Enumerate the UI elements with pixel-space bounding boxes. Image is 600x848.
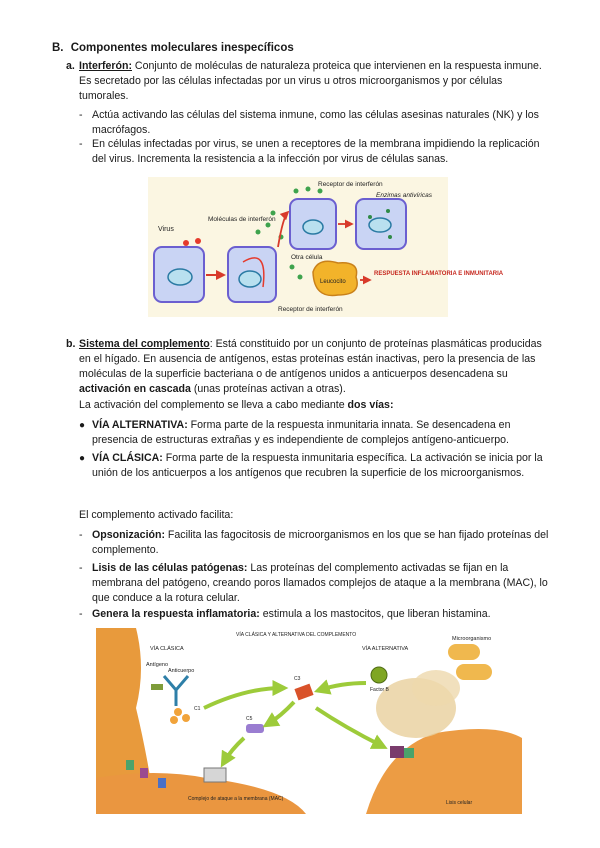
effect-item: - Lisis de las células patógenas: Las proteínas del complemento activadas se fijan en la membrana del patógeno, creando poros llamados complejos de ataque a la membrana (MAC), lo que conduce a la rotura celular. (79, 562, 548, 604)
complemento-intro (79, 337, 549, 397)
label-enzimas: Enzimas antivíricas (376, 192, 432, 199)
label-otra-celula: Otra célula (291, 254, 323, 261)
complemento-intro-bold: activación en cascada (79, 383, 191, 395)
label-mac: Complejo de ataque a la membrana (MAC) (188, 796, 284, 802)
effect-name: Opsonización: (92, 529, 165, 541)
effect-name: Lisis de las células patógenas: (92, 562, 248, 574)
label-c5: C5 (246, 716, 253, 722)
label-c1: C1 (194, 706, 201, 712)
effect-item: - Opsonización: Facilita las fagocitosis de microorganismos en los que se han fijado proteínas del complemento. (79, 529, 549, 556)
effect-name: Genera la respuesta inflamatoria: (92, 608, 260, 620)
interferon-point-text: En células infectadas por virus, se unen a receptores de la membrana impidiendo la replicación del virus. Incrementa la resistencia a la infección por virus de células sanas. (92, 138, 540, 165)
complemento-illustration (96, 628, 522, 814)
pathogen-right (366, 729, 522, 814)
via-text: Forma parte de la respuesta inmunitaria específica. La activación se inicia por la unión de los anticuerpos a los antígenos que recubren la superficie de los microorganismos. (92, 452, 543, 479)
label-receptor-bottom: Receptor de interferón (278, 306, 343, 313)
label-via-alternativa: VÍA ALTERNATIVA (362, 646, 409, 652)
interferon-figure (148, 177, 504, 317)
effect-text: Las proteínas del complemento activadas se fijan en la membrana del patógeno, creando poros llamados complejos de ataque a la membrana (MAC), lo que conduce a la rotura celular. (92, 562, 548, 604)
interferon-letter: a. (66, 60, 75, 72)
label-antigeno: Antígeno (146, 662, 169, 668)
complemento-intro-pre: : Está constituido por un conjunto de proteínas plasmáticas producidas en el hígado. En ausencia de antígenos, estas proteínas están inactivas, pero la presencia de las moléculas de la superficie bacteriana o de antígenos unidos a anticuerpos desencadena su (79, 338, 542, 380)
label-leucocito: Leucocito (320, 279, 346, 285)
interferon-term: Interferón: (79, 60, 132, 72)
interferon-intro (79, 59, 549, 104)
label-lisis: Lisis celular (446, 800, 473, 806)
vias-intro (79, 398, 549, 413)
effect-text: estimula a los mastocitos, que liberan histamina. (259, 608, 491, 620)
via-text: Forma parte de la respuesta inmunitaria innata. Se desencadena en presencia de estructuras extrañas y es independiente de complejos antígeno-anticuerpo. (92, 419, 511, 446)
pathogen-bottom (96, 773, 306, 814)
section-heading-text: Componentes moleculares inespecíficos (70, 42, 294, 54)
interferon-illustration (148, 177, 504, 317)
via-item: ● VÍA CLÁSICA: Forma parte de la respuesta inmunitaria específica. La activación se inicia por la unión de los anticuerpos a los antígenos que recubren la superficie de los microorganismos. (79, 452, 543, 479)
vias-intro-bold: dos vías: (347, 399, 394, 411)
via-item: ● VÍA ALTERNATIVA: Forma parte de la respuesta inmunitaria innata. Se desencadena en presencia de estructuras extrañas y es independiente de complejos antígeno-anticuerpo. (79, 419, 511, 446)
label-anticuerpo: Anticuerpo (168, 668, 195, 674)
complemento-term: Sistema del complemento (79, 338, 210, 350)
label-via-clasica: VÍA CLÁSICA (150, 646, 184, 652)
label-moleculas: Moléculas de interferón (208, 216, 276, 223)
label-virus: Virus (158, 226, 174, 233)
via-name: VÍA CLÁSICA: (92, 452, 163, 464)
vias-intro-pre: La activación del complemento se lleva a cabo mediante (79, 399, 348, 411)
complemento-intro-post: (unas proteínas activan a otras). (190, 383, 346, 395)
facilita-text: El complemento activado facilita: (79, 509, 234, 521)
effect-text: Facilita las fagocitosis de microorganismos en los que se han fijado proteínas del complemento. (92, 529, 549, 556)
effect-item: - Genera la respuesta inflamatoria: estimula a los mastocitos, que liberan histamina. (79, 608, 491, 620)
interferon-point: - En células infectadas por virus, se unen a receptores de la membrana impidiendo la replicación del virus. Incrementa la resistencia a la infección por virus de células sanas. (79, 138, 540, 165)
label-c3: C3 (294, 676, 301, 682)
section-heading (52, 42, 294, 54)
label-factor-b: Factor B (370, 687, 389, 693)
via-name: VÍA ALTERNATIVA: (92, 419, 188, 431)
label-fig-title: VÍA CLÁSICA Y ALTERNATIVA DEL COMPLEMENTO (236, 632, 357, 638)
interferon-point-text: Actúa activando las células del sistema inmune, como las células asesinas naturales (NK) y los macrófagos. (92, 109, 539, 136)
interferon-point: - Actúa activando las células del sistema inmune, como las células asesinas naturales (NK) y los macrófagos. (79, 109, 539, 136)
complemento-figure (96, 628, 522, 814)
complemento-letter: b. (66, 338, 76, 350)
label-receptor-top: Receptor de interferón (318, 181, 383, 188)
label-respuesta: RESPUESTA INFLAMATORIA E INMUNITARIA (374, 271, 504, 277)
interferon-intro-text: Conjunto de moléculas de naturaleza proteica que intervienen en la respuesta inmune. Es secretado por las células infectadas por un virus u otros microorganismos y por células tumorales. (79, 60, 542, 102)
section-heading-letter: B. (52, 42, 64, 54)
label-microorganismo: Microorganismo (452, 636, 492, 642)
